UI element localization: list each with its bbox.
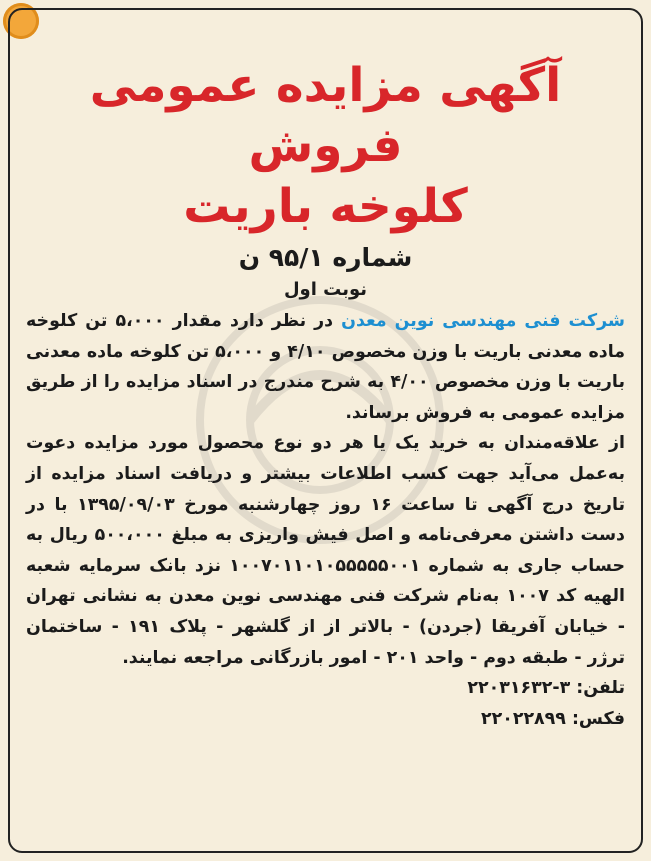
notice-number: شماره ۹۵/۱ ن [238,243,413,272]
paragraph-offer-text: در نظر دارد مقدار ۵،۰۰۰ تن کلوخه ماده معدنی باریت با وزن مخصوص ۴/۱۰ و ۵،۰۰۰ تن کلوخه ماده معدنی باریت با وزن مخصوص ۴/۰۰ به شرح مندرج در اسناد مزایده را از طریق مزایده عمومی به فروش برساند. [26,311,625,423]
company-name: شرکت فنی مهندسی نوین معدن [341,311,626,331]
notice-subtitle: کلوخه باریت [183,179,468,234]
notice-turn: نوبت اول [283,279,368,300]
notice-title: آگهی مزایده عمومی فروش [89,58,562,173]
paragraph-offer [26,306,625,428]
paragraph-invitation: از علاقه‌مندان به خرید یک یا هر دو نوع محصول مورد مزایده دعوت به‌عمل می‌آید جهت کسب اطلاعات بیشتر و دریافت اسناد مزایده از تاریخ درج آگهی تا ساعت ۱۶ روز چهارشنبه مورخ ۱۳۹۵/۰۹/۰۳ با در دست داشتن معرفی‌نامه و اصل فیش واریزی به مبلغ ۵۰۰،۰۰۰ ریال به حساب جاری به شماره ۱۰۰۷۰۱۱۰۱۰۵۵۵۵۵۰۰۱ نزد بانک سرمایه شعبه الهیه کد ۱۰۰۷ به‌نام شرکت فنی مهندسی نوین معدن به نشانی تهران - خیابان آفریقا (جردن) - بالاتر از از گلشهر - پلاک ۱۹۱ - ساختمان ترژر - طبقه دوم - واحد ۲۰۱ - امور بازرگانی مراجعه نمایند. [26,433,625,668]
phone-number: تلفن: ۳-۲۲۰۳۱۶۳۲ [467,678,625,699]
notice-body [26,306,625,734]
fax-number: فکس: ۲۲۰۲۲۸۹۹ [480,708,625,729]
notice-content [26,18,625,734]
